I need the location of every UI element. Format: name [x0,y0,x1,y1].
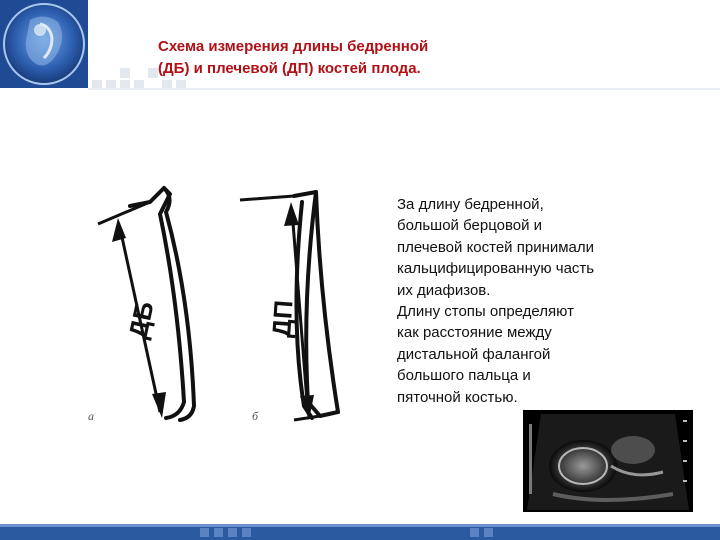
femur-extension-line [98,202,150,224]
bone-measurement-diagram [80,180,380,440]
panel-label-a: а [88,409,94,423]
body-line: За длину бедренной, [397,196,544,213]
title-line: (ДБ) и плечевой (ДП) костей плода. [158,60,421,77]
body-line: пяточной костью. [397,388,518,406]
humerus-arrow-top [284,202,299,226]
femur-label: ДБ [122,298,160,342]
humerus-label: ДП [266,299,299,339]
body-line: Длину стопы определяют [397,303,574,321]
body-line: большой берцовой и [397,217,543,235]
body-line: большого пальца и [397,367,531,385]
panel-label-b: б [252,409,259,423]
body-text [397,194,657,408]
header-rule [88,88,720,90]
humerus-extension-line [240,196,294,200]
slide-title [158,36,538,80]
medical-logo-icon [0,0,88,88]
body-line: дистальной фалангой [397,345,551,363]
humerus-extension-line-bottom [294,416,320,420]
title-line: Схема измерения длины бедренной [158,38,429,55]
body-line: как расстояние между [397,324,552,342]
footer-band [0,524,720,540]
femur-arrow-top [112,218,126,242]
body-line: их диафизов. [397,281,491,299]
femur-arrow-bottom [152,392,166,418]
body-line: плечевой костей принимали [397,238,595,256]
body-line: кальцифицированную часть [397,260,595,278]
fetal-ultrasound-image [523,410,693,512]
